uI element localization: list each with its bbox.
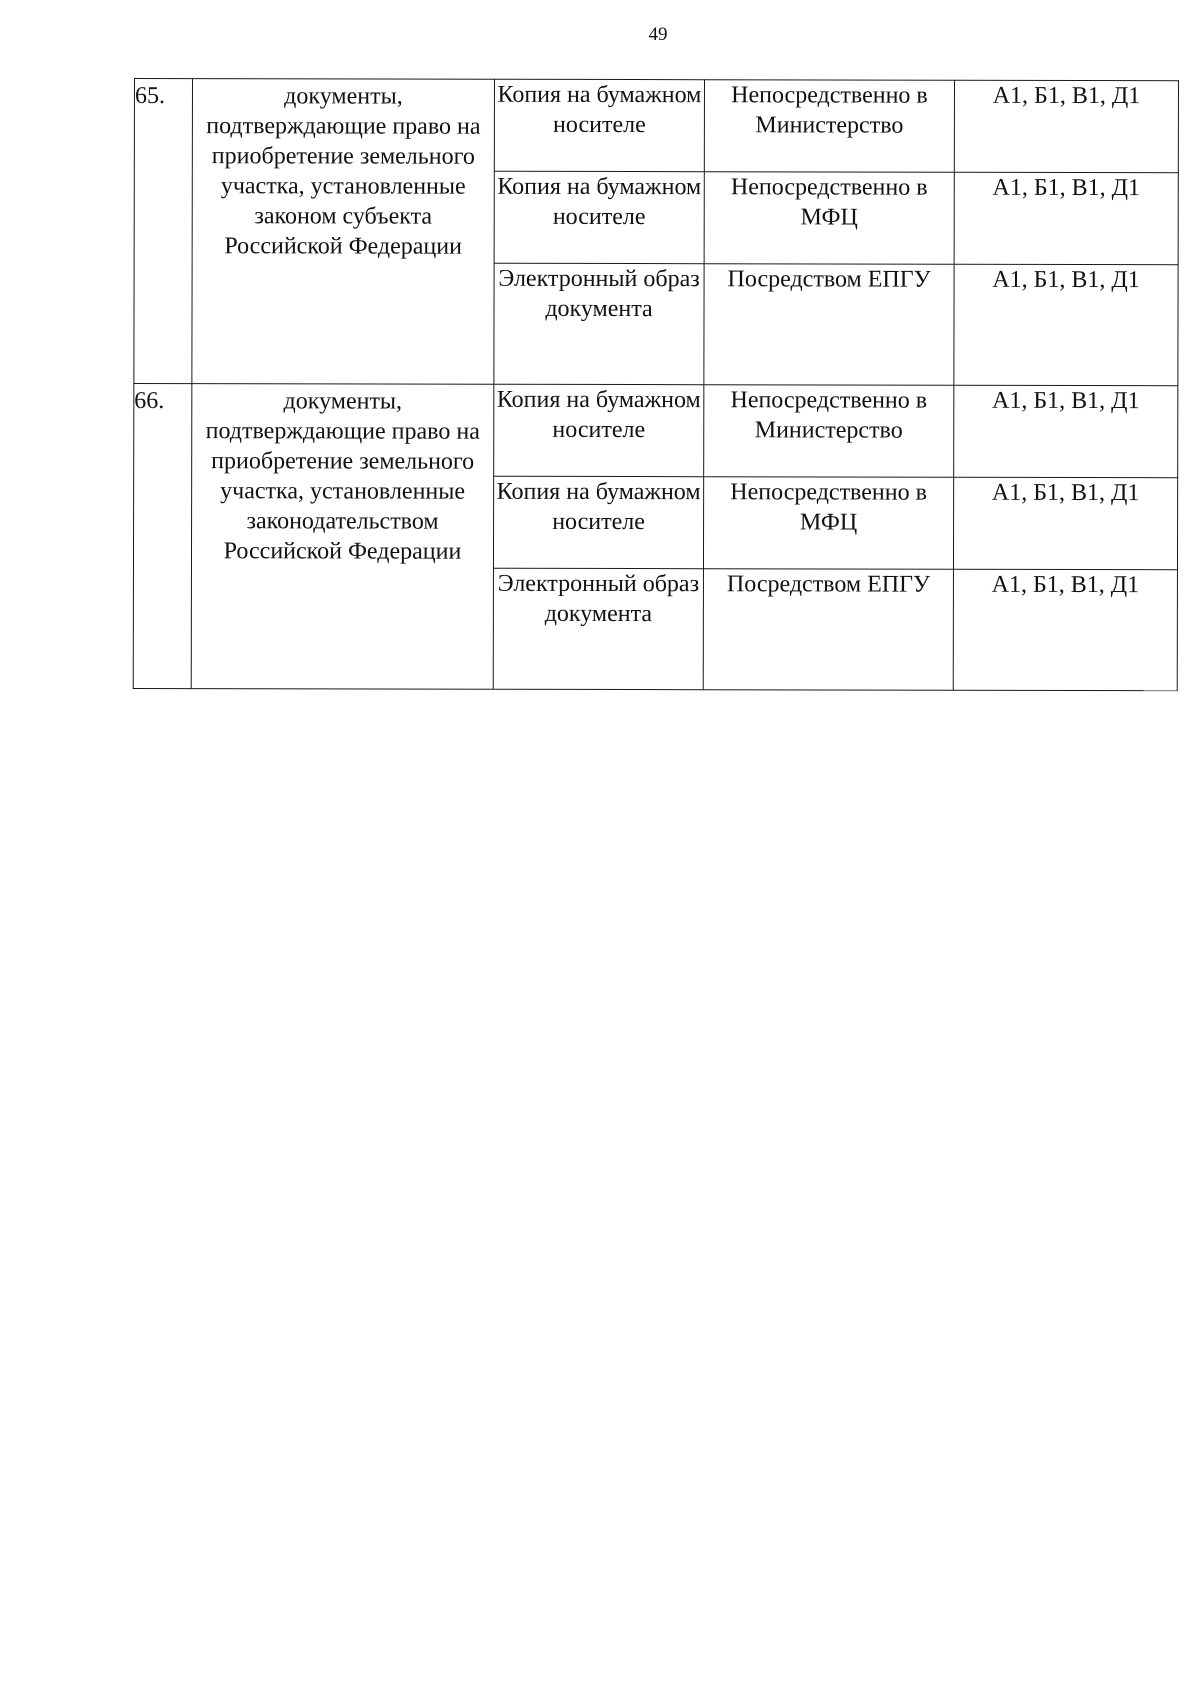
submission-codes: А1, Б1, В1, Д1 (953, 477, 1177, 569)
table-row (134, 79, 1178, 173)
row-number: 66. (133, 384, 192, 689)
submission-codes: А1, Б1, В1, Д1 (954, 385, 1178, 477)
submission-codes: А1, Б1, В1, Д1 (954, 172, 1178, 264)
submission-form: Копия на бумажном носителе (493, 476, 703, 568)
submission-method: Непосредственно в Министерство (704, 80, 954, 173)
submission-codes: А1, Б1, В1, Д1 (953, 569, 1177, 690)
submission-method: Непосредственно в МФЦ (703, 477, 953, 570)
submission-form: Копия на бумажном носителе (494, 79, 704, 171)
submission-method: Посредством ЕПГУ (703, 569, 953, 691)
document-name: документы, подтверждающие право на приобретение земельного участка, установленные законом субъекта Российской Федерации (192, 79, 495, 385)
submission-method: Посредством ЕПГУ (704, 264, 954, 386)
submission-codes: А1, Б1, В1, Д1 (954, 264, 1178, 385)
submission-form: Копия на бумажном носителе (494, 384, 704, 476)
submission-method: Непосредственно в МФЦ (704, 172, 954, 265)
submission-form: Электронный образ документа (493, 568, 703, 689)
table-row (134, 384, 1178, 478)
submission-method: Непосредственно в Министерство (704, 385, 954, 478)
documents-table (133, 78, 1179, 691)
submission-codes: А1, Б1, В1, Д1 (954, 80, 1178, 172)
document-name: документы, подтверждающие право на приобретение земельного участка, установленные законодательством Российской Федерации (191, 384, 494, 690)
submission-form: Копия на бумажном носителе (494, 171, 704, 263)
page-number: 49 (648, 24, 668, 45)
row-number: 65. (134, 79, 193, 384)
submission-form: Электронный образ документа (494, 263, 704, 384)
